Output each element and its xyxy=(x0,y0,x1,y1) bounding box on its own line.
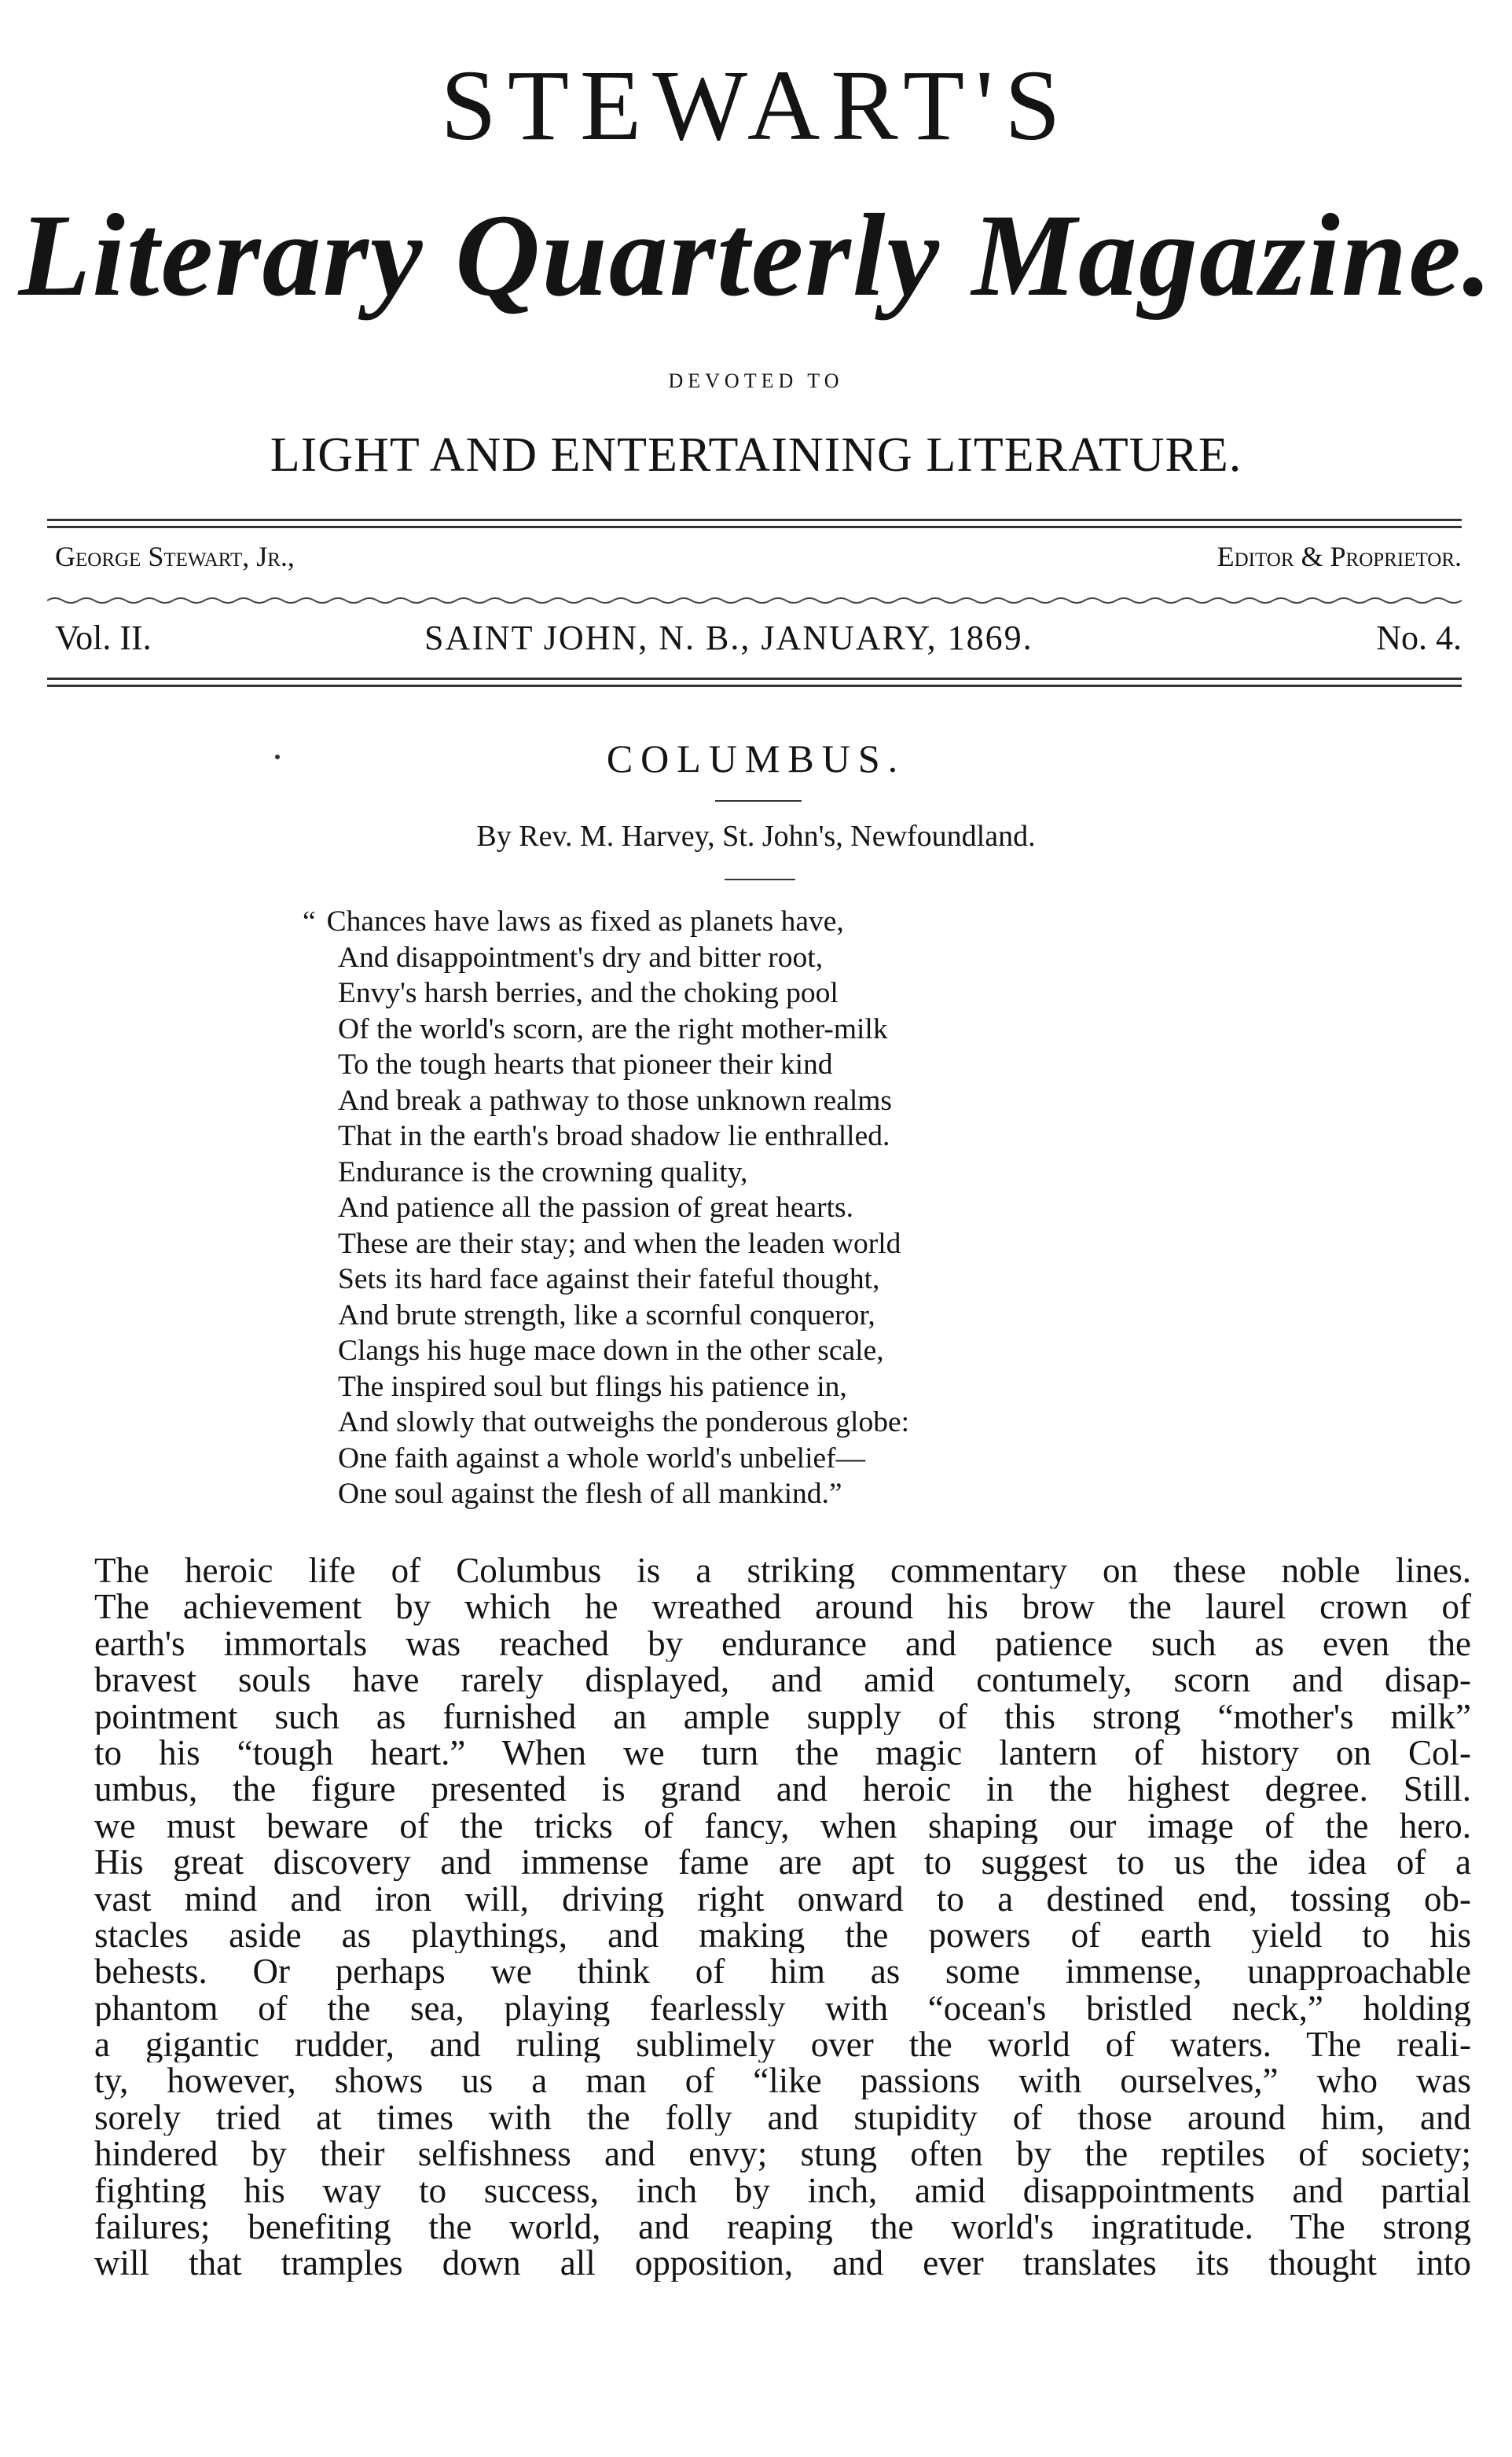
body-line: failures; benefiting the world, and reaping the world's ingratitude. The strong xyxy=(94,2209,1471,2246)
volume-number: Vol. II. xyxy=(55,619,152,657)
body-line: hindered by their selfishness and envy; stung often by the reptiles of society; xyxy=(94,2136,1471,2172)
article-title: COLUMBUS. xyxy=(606,736,906,780)
article-byline: By Rev. M. Harvey, St. John's, Newfoundland. xyxy=(476,820,1036,853)
body-line: vast mind and iron will, driving right onward to a destined end, tossing ob- xyxy=(94,1880,1471,1917)
body-line: earth's immortals was reached by endurance and patience such as even the xyxy=(94,1625,1471,1662)
double-rule-top xyxy=(47,519,1462,528)
poem-open-quote: “ xyxy=(303,905,316,938)
body-line: ty, however, shows us a man of “like passions with ourselves,” who was xyxy=(94,2062,1471,2099)
body-line: umbus, the figure presented is grand and heroic in the highest degree. Still. xyxy=(94,1771,1471,1808)
body-line: a gigantic rudder, and ruling sublimely over the world of waters. The reali- xyxy=(94,2026,1471,2063)
title-rule xyxy=(715,800,802,802)
poem-line: Sets its hard face against their fateful thought, xyxy=(338,1263,880,1295)
poem-line: These are their stay; and when the leaden world xyxy=(338,1227,901,1260)
body-line: pointment such as furnished an ample supply of this strong “mother's milk” xyxy=(94,1698,1471,1735)
body-line: sorely tried at times with the folly and stupidity of those around him, and xyxy=(94,2099,1471,2136)
poem-line: And patience all the passion of great hearts. xyxy=(338,1192,854,1224)
poem-line: And brute strength, like a scornful conqueror, xyxy=(338,1298,875,1331)
body-line: bravest souls have rarely displayed, and amid contumely, scorn and disap- xyxy=(94,1662,1471,1699)
body-line: we must beware of the tricks of fancy, when shaping our image of the hero. xyxy=(94,1807,1471,1845)
masthead-tagline: LIGHT AND ENTERTAINING LITERATURE. xyxy=(270,428,1242,482)
poem-line: And break a pathway to those unknown realms xyxy=(338,1084,893,1117)
masthead-title: STEWART'S xyxy=(440,50,1072,161)
poem-line: To the tough hearts that pioneer their kind xyxy=(338,1049,833,1081)
poem-line: One faith against a whole world's unbelief— xyxy=(338,1442,866,1475)
editor-title: Editor & Proprietor. xyxy=(1217,541,1462,572)
masthead-blackletter-title: Literary Quarterly Magazine. xyxy=(18,190,1494,321)
place-and-date: SAINT JOHN, N. B., JANUARY, 1869. xyxy=(424,619,1033,657)
wavy-rule xyxy=(47,596,1462,605)
editor-name: George Stewart, Jr., xyxy=(55,541,295,572)
poem-line: That in the earth's broad shadow lie enthralled. xyxy=(338,1120,890,1152)
epigraph-poem xyxy=(303,904,1281,1512)
body-line: His great discovery and immense fame are apt to suggest to us the idea of a xyxy=(94,1844,1471,1881)
body-line: to his “tough heart.” When we turn the magic lantern of history on Col- xyxy=(94,1734,1471,1772)
body-line: The achievement by which he wreathed around his brow the laurel crown of xyxy=(94,1588,1471,1625)
poem-line: The inspired soul but flings his patience in, xyxy=(338,1370,847,1403)
body-line: will that tramples down all opposition, and ever translates its thought into xyxy=(94,2245,1471,2282)
double-rule-bottom xyxy=(47,678,1462,687)
devoted-to-label: DEVOTED TO xyxy=(668,369,844,392)
body-line: behests. Or perhaps we think of him as some immense, unapproachable xyxy=(94,1953,1471,1990)
poem-line: Endurance is the crowning quality, xyxy=(338,1155,748,1188)
byline-rule xyxy=(725,879,795,880)
article-body xyxy=(94,1552,1471,2282)
poem-line: Clangs his huge mace down in the other scale, xyxy=(338,1335,884,1367)
body-line: phantom of the sea, playing fearlessly with “ocean's bristled neck,” holding xyxy=(94,1989,1471,2027)
poem-line: And disappointment's dry and bitter root, xyxy=(338,941,824,974)
body-line: stacles aside as playthings, and making the powers of earth yield to his xyxy=(94,1916,1471,1954)
poem-line-text: Chances have laws as fixed as planets have, xyxy=(326,905,844,938)
poem-line: And slowly that outweighs the ponderous globe: xyxy=(338,1406,910,1438)
body-line: The heroic life of Columbus is a striking commentary on these noble lines. xyxy=(94,1552,1471,1589)
poem-line: Of the world's scorn, are the right mother-milk xyxy=(338,1012,888,1045)
poem-line: One soul against the flesh of all mankind.” xyxy=(338,1478,842,1510)
poem-line xyxy=(303,904,1281,940)
body-line: fighting his way to success, inch by inch, amid disappointments and partial xyxy=(94,2172,1471,2209)
issue-number: No. 4. xyxy=(1376,619,1462,657)
poem-line: Envy's harsh berries, and the choking pool xyxy=(338,977,839,1009)
